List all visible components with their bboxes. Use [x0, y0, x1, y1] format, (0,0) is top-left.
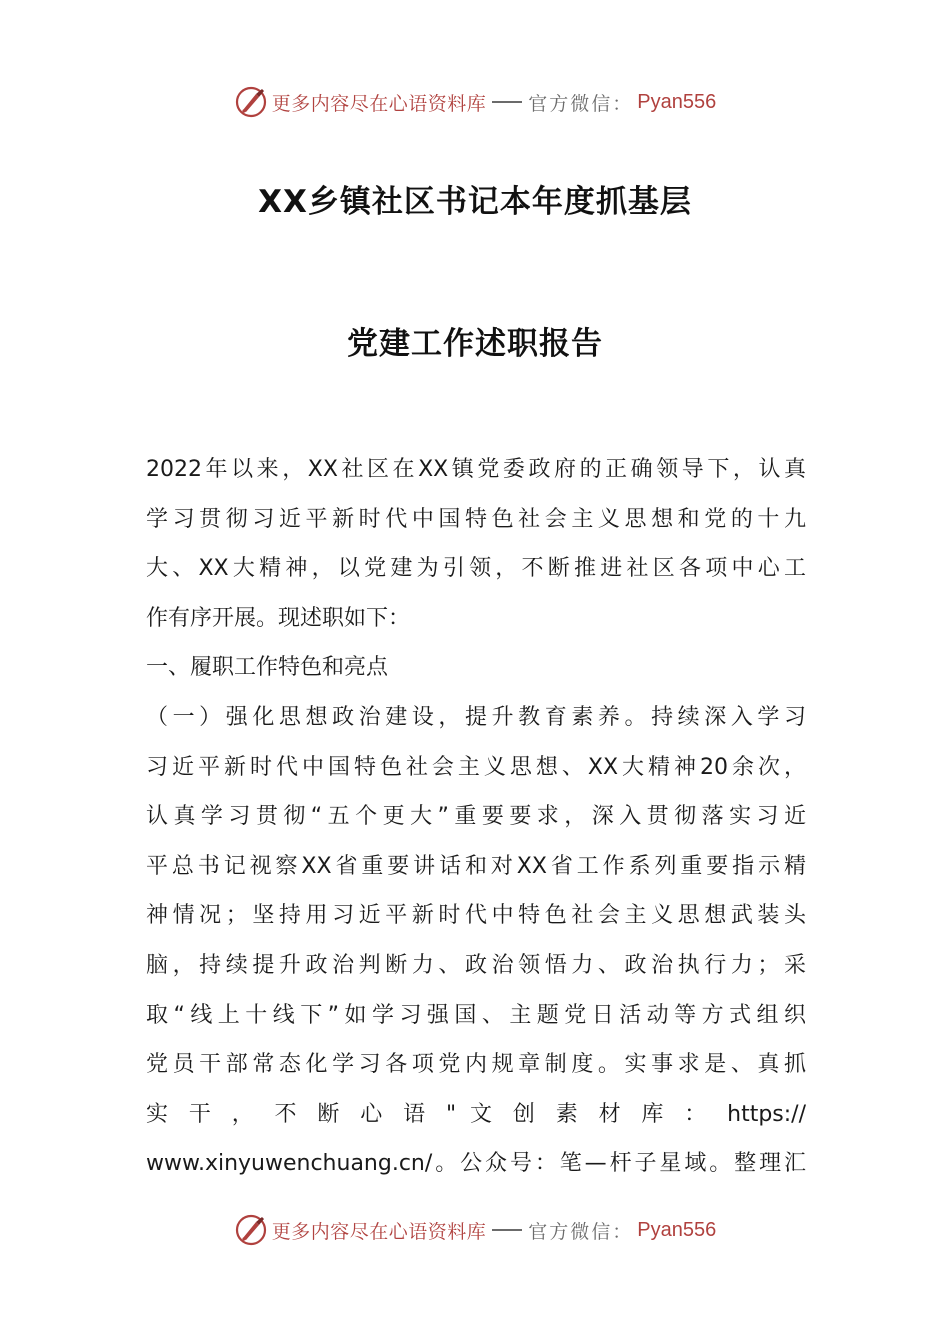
body-line: 平总书记视察XX省重要讲话和对XX省工作系列重要指示精 [146, 853, 806, 879]
watermark-main-text: 更多内容尽在心语资料库 [271, 92, 487, 115]
body-line: 实 干 ， 不 断 心 语 " 文 创 素 材 库 ： https:// [146, 1101, 806, 1127]
body-line: 大、XX大精神，以党建为引领，不断推进社区各项中心工 [146, 556, 806, 582]
body-line: （一）强化思想政治建设，提升教育素养。持续深入学习 [146, 704, 806, 730]
body-line: www.xinyuwenchuang.cn/。公众号：笔—杆子星域。整理汇 [146, 1151, 806, 1177]
body-line: 2022年以来，XX社区在XX镇党委政府的正确领导下，认真 [146, 457, 806, 482]
watermark-wechat-id: Pyan556 [637, 90, 717, 113]
body-line: 作有序开展。现述职如下： [146, 605, 411, 631]
section-heading: 一、履职工作特色和亮点 [146, 655, 389, 681]
watermark-wechat-label: 官方微信： [528, 1220, 634, 1243]
watermark-main-text: 更多内容尽在心语资料库 [271, 1220, 487, 1243]
body-line: 学习贯彻习近平新时代中国特色社会主义思想和党的十九 [146, 506, 806, 532]
body-line: 认真学习贯彻“五个更大”重要要求，深入贯彻落实习近 [146, 804, 806, 830]
body-line: 取“线上十线下”如学习强国、主题党日活动等方式组织 [146, 1002, 806, 1028]
document-title-line-1: XX乡镇社区书记本年度抓基层 [258, 184, 692, 220]
body-line: 神情况；坚持用习近平新时代中特色社会主义思想武装头 [146, 903, 806, 929]
quill-pen-seal-icon [234, 1213, 268, 1247]
document-body [146, 445, 806, 1189]
body-line: 习近平新时代中国特色社会主义思想、XX大精神20余次， [146, 754, 806, 780]
watermark-banner-bottom [0, 1210, 950, 1250]
quill-pen-seal-icon [234, 85, 268, 119]
watermark-banner-top [0, 82, 950, 122]
watermark-wechat-id: Pyan556 [637, 1218, 717, 1241]
watermark-dash [492, 1229, 522, 1231]
body-line: 脑，持续提升政治判断力、政治领悟力、政治执行力；采 [146, 952, 806, 978]
body-line: 党员干部常态化学习各项党内规章制度。实事求是、真抓 [146, 1052, 806, 1078]
document-title-line-2: 党建工作述职报告 [347, 326, 603, 362]
watermark-dash [492, 101, 522, 103]
watermark-wechat-label: 官方微信： [528, 92, 634, 115]
